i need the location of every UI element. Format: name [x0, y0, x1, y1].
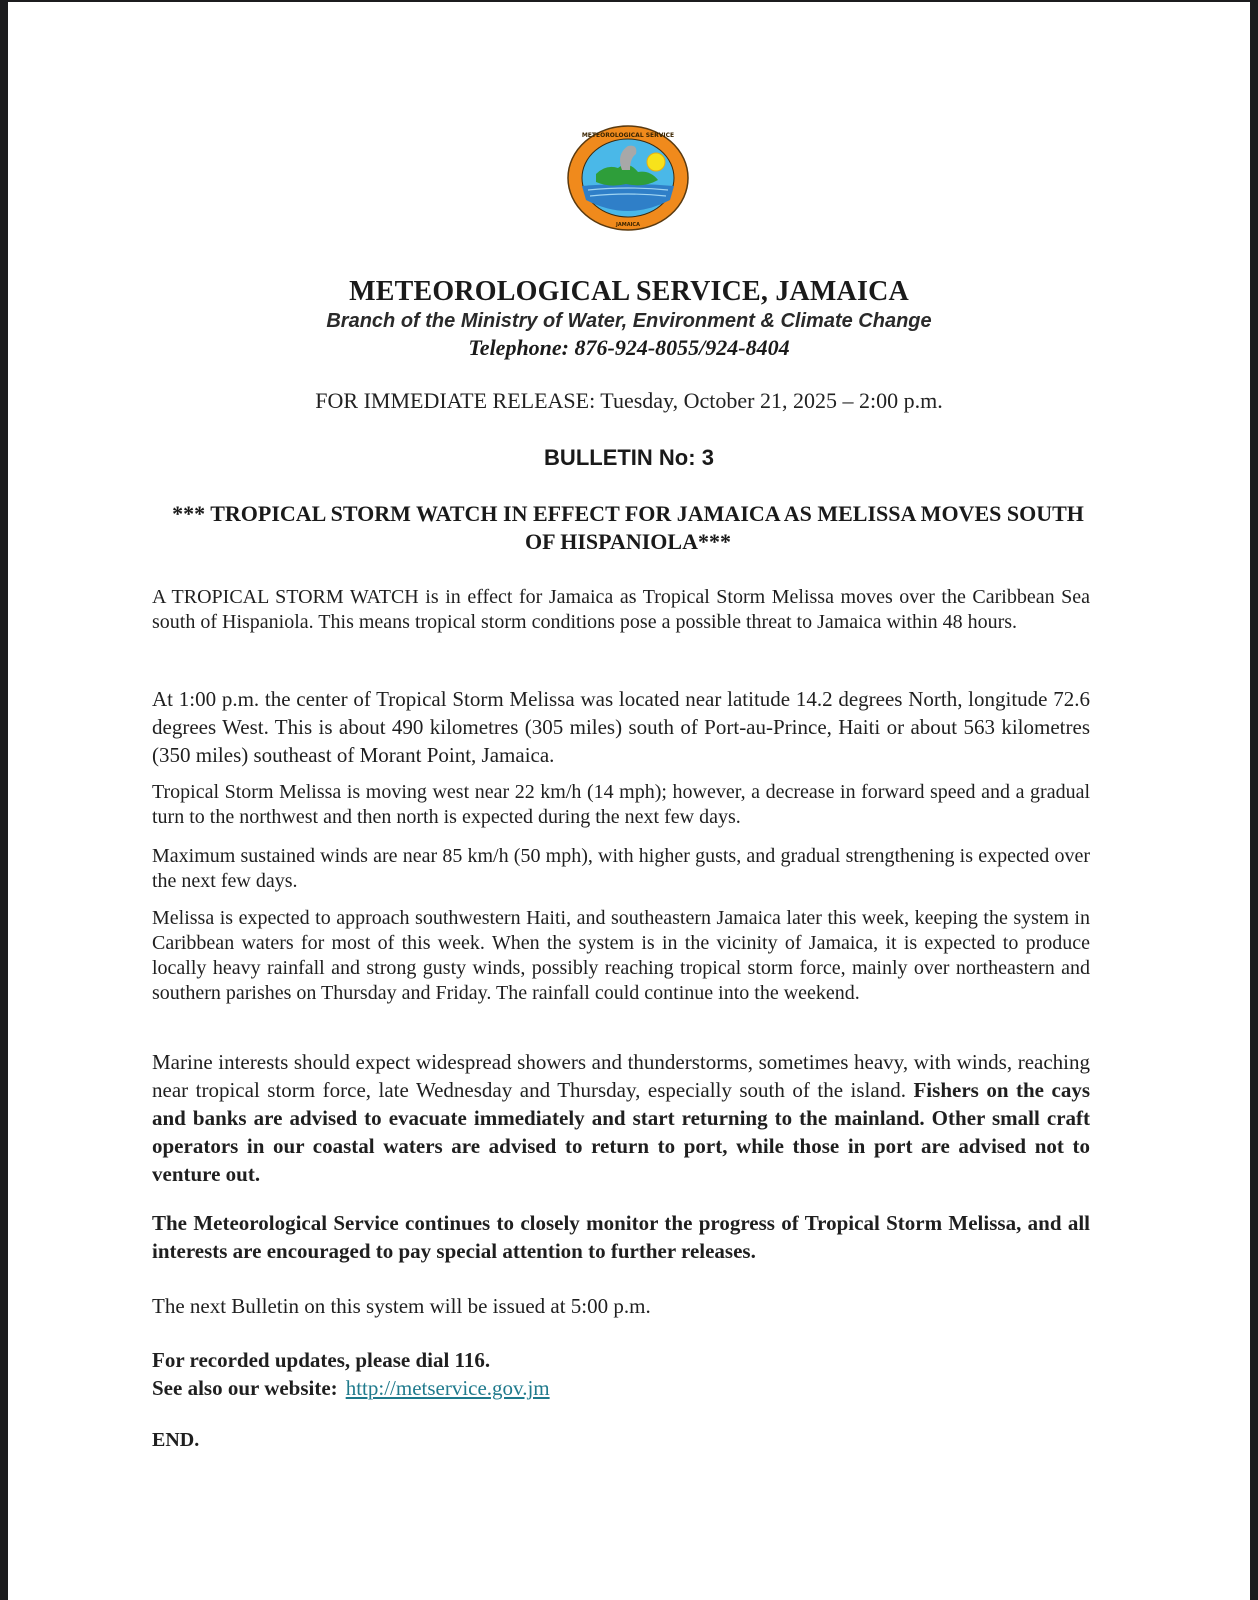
end-marker: END. [152, 1429, 200, 1451]
release-date: FOR IMMEDIATE RELEASE: Tuesday, October 21, 2025 – 2:00 p.m. [315, 388, 943, 413]
marine-text: Marine interests should expect widespread showers and thunderstorms, sometimes heavy, with winds, reaching near tropical storm force, late Wednesday and Thursday, especially south of the island. [152, 1050, 1090, 1102]
contact-info [152, 1346, 1090, 1402]
organization-name: METEOROLOGICAL SERVICE, JAMAICA [349, 276, 909, 307]
website-label: See also our website: [152, 1376, 338, 1400]
ministry-branch: Branch of the Ministry of Water, Environment & Climate Change [326, 310, 932, 332]
telephone-numbers: Telephone: 876-924-8055/924-8404 [468, 335, 790, 360]
website-line [152, 1374, 1090, 1402]
paragraph-watch: A TROPICAL STORM WATCH is in effect for Jamaica as Tropical Storm Melissa moves over the Caribbean Sea south of Hispaniola. This means tropical storm conditions pose a possible threat to Jamaica within 48 hours. [152, 586, 1090, 633]
paragraph-monitoring: The Meteorological Service continues to closely monitor the progress of Tropical Storm Melissa, and all interests are encouraged to pay special attention to further releases. [152, 1211, 1090, 1263]
bulletin-page [8, 2, 1250, 1600]
paragraph-location: At 1:00 p.m. the center of Tropical Storm Melissa was located near latitude 14.2 degrees North, longitude 72.6 degrees West. This is about 490 kilometres (305 miles) south of Port-au-Prince, Haiti or about 563 kilometres (350 miles) southeast of Morant Point, Jamaica. [152, 687, 1090, 767]
paragraph-marine [152, 1048, 1090, 1188]
meteorological-service-seal-icon [566, 124, 690, 232]
bulletin-number: BULLETIN No: 3 [544, 445, 714, 470]
svg-text:METEOROLOGICAL SERVICE: METEOROLOGICAL SERVICE [581, 132, 675, 139]
paragraph-winds: Maximum sustained winds are near 85 km/h (50 mph), with higher gusts, and gradual strengthening is expected over the next few days. [152, 845, 1090, 892]
next-bulletin-notice: The next Bulletin on this system will be issued at 5:00 p.m. [152, 1294, 651, 1318]
recorded-updates: For recorded updates, please dial 116. [152, 1348, 491, 1372]
paragraph-forecast: Melissa is expected to approach southwestern Haiti, and southeastern Jamaica later this week, keeping the system in Caribbean waters for most of this week. When the system is in the vicinity of Jamaica, it is expected to produce locally heavy rainfall and strong gusty winds, possibly reaching tropical storm force, mainly over northeastern and southern parishes on Thursday and Friday. The rainfall could continue into the weekend. [152, 907, 1090, 1004]
svg-text:JAMAICA: JAMAICA [616, 222, 640, 228]
website-link[interactable]: http://metservice.gov.jm [345, 1376, 550, 1400]
headline: *** TROPICAL STORM WATCH IN EFFECT FOR JAMAICA AS MELISSA MOVES SOUTH OF HISPANIOLA*** [172, 501, 1084, 554]
marine-advisory: Fishers on the cays and banks are advised to evacuate immediately and start returning to the mainland. Other small craft operators in our coastal waters are advised to return to port, while those in port are advised not to venture out. [152, 1078, 1091, 1186]
paragraph-movement: Tropical Storm Melissa is moving west near 22 km/h (14 mph); however, a decrease in forward speed and a gradual turn to the northwest and then north is expected during the next few days. [152, 781, 1090, 828]
